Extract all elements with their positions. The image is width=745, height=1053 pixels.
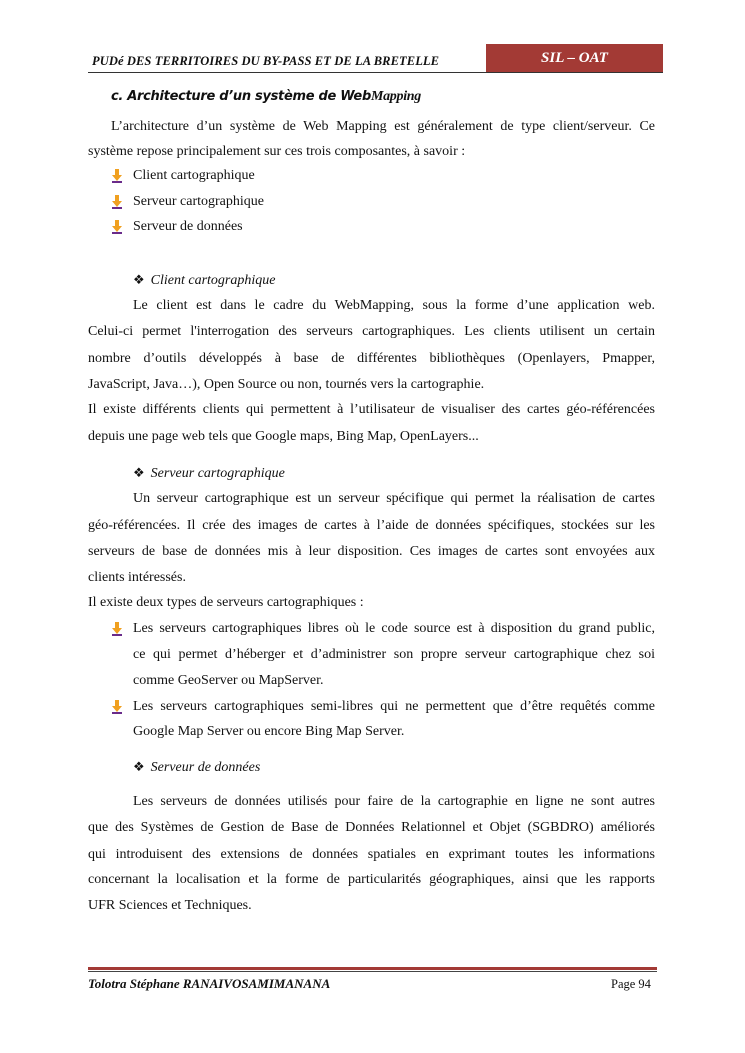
serveur-type-1-line-2: ce qui permet d’héberger et d’administrer son propre serveur cartographique chez soi: [133, 647, 655, 662]
diamond-bullet-icon: ❖: [133, 272, 145, 287]
page-number: Page 94: [611, 977, 651, 991]
client-line-4: JavaScript, Java…), Open Source ou non, tournés vers la cartographie.: [88, 377, 485, 392]
footer-rule: [88, 967, 657, 970]
donnees-heading: ❖ Serveur de données: [133, 759, 261, 775]
arrow-bullet-icon: [111, 622, 123, 636]
serveur-line-5: Il existe deux types de serveurs cartographiques :: [88, 595, 364, 610]
client-line-6: depuis une page web tels que Google maps, Bing Map, OpenLayers...: [88, 429, 479, 444]
serveur-heading: ❖ Serveur cartographique: [133, 465, 285, 481]
donnees-line-2: que des Systèmes de Gestion de Base de Données Relationnel et Objet (SGBDRO) améliorés: [88, 820, 655, 835]
header-rule: [88, 72, 663, 73]
serveur-line-2: géo-référencées. Il crée des images de cartes à l’aide de données spécifiques, stockées sur les: [88, 518, 655, 533]
arrow-bullet-icon: [111, 169, 123, 183]
header-badge: SIL – OAT: [486, 44, 663, 72]
donnees-line-1: Les serveurs de données utilisés pour faire de la cartographie en ligne ne sont autres: [133, 794, 655, 809]
section-heading: [111, 89, 421, 105]
page-header: [88, 44, 663, 74]
list-item: Client cartographique: [133, 168, 255, 183]
footer-author: Tolotra Stéphane RANAIVOSAMIMANANA: [88, 976, 331, 991]
client-line-3: nombre d’outils développés à base de différentes bibliothèques (Openlayers, Pmapper,: [88, 351, 655, 366]
serveur-line-4: clients intéressés.: [88, 570, 186, 585]
arrow-bullet-icon: [111, 220, 123, 234]
serveur-type-1-line-3: comme GeoServer ou MapServer.: [133, 673, 324, 688]
diamond-bullet-icon: ❖: [133, 465, 145, 480]
donnees-line-5: UFR Sciences et Techniques.: [88, 898, 252, 913]
donnees-line-3: qui introduisent des extensions de données spatiales en exprimant toutes les informations: [88, 847, 655, 862]
list-item: Serveur de données: [133, 219, 243, 234]
arrow-bullet-icon: [111, 700, 123, 714]
diamond-bullet-icon: ❖: [133, 759, 145, 774]
donnees-line-4: concernant la localisation et la forme de particularités géographiques, ainsi que les rapports: [88, 872, 655, 887]
serveur-line-1: Un serveur cartographique est un serveur spécifique qui permet la réalisation de cartes: [133, 491, 655, 506]
footer-rule-thin: [88, 971, 657, 972]
section-heading-prefix: c. Architecture d’un système de Web: [111, 89, 371, 104]
section-heading-suffix: Mapping: [370, 89, 421, 104]
serveur-type-1-line-1: Les serveurs cartographiques libres où le code source est à disposition du grand public,: [133, 621, 655, 636]
client-line-2: Celui-ci permet l'interrogation des serveurs cartographiques. Les clients utilisent un certain: [88, 324, 655, 339]
serveur-type-2-line-2: Google Map Server ou encore Bing Map Server.: [133, 724, 405, 739]
list-item: Serveur cartographique: [133, 194, 264, 209]
client-heading: ❖ Client cartographique: [133, 272, 276, 288]
serveur-line-3: serveurs de base de données mis à leur disposition. Ces images de cartes sont envoyées aux: [88, 544, 655, 559]
client-line-1: Le client est dans le cadre du WebMapping, sous la forme d’une application web.: [133, 298, 655, 313]
client-line-5: Il existe différents clients qui permettent à l’utilisateur de visualiser des cartes géo-référencées: [88, 402, 655, 417]
intro-line-2: système repose principalement sur ces trois composantes, à savoir :: [88, 144, 466, 159]
arrow-bullet-icon: [111, 195, 123, 209]
header-title: PUDé DES TERRITOIRES DU BY-PASS ET DE LA BRETELLE: [92, 54, 440, 68]
serveur-type-2-line-1: Les serveurs cartographiques semi-libres qui ne permettent que d’être requêtés comme: [133, 699, 655, 714]
intro-line-1: L’architecture d’un système de Web Mapping est généralement de type client/serveur. Ce: [111, 119, 655, 134]
